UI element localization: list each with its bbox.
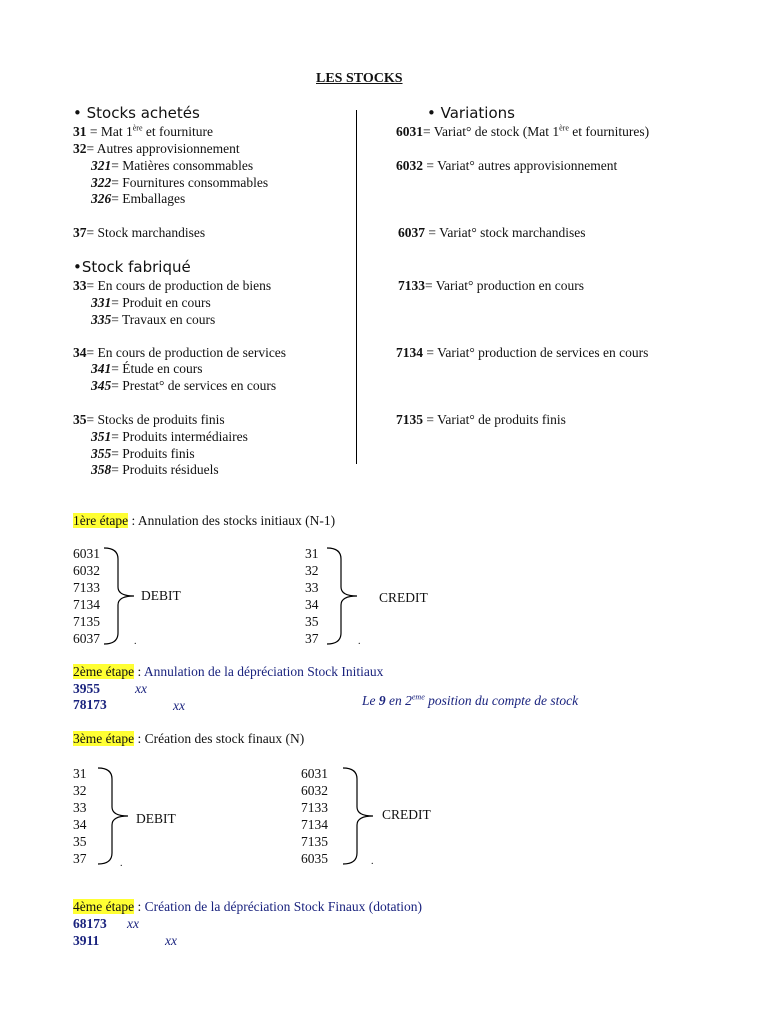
list-item: 32 bbox=[73, 783, 87, 798]
etape3-debit-brace-icon bbox=[96, 765, 136, 867]
list-item: 7133 bbox=[73, 580, 100, 595]
account-6032: 6032 = Variat° autres approvisionnement bbox=[396, 158, 618, 173]
account-322: 322= Fournitures consommables bbox=[91, 175, 269, 190]
etape1-debit-brace-icon bbox=[102, 545, 142, 647]
etape2-heading: 2ème étape : Annulation de la dépréciation Stock Initiaux bbox=[73, 664, 384, 679]
etape3-credit-label: CREDIT bbox=[382, 807, 431, 822]
list-item: 31 bbox=[73, 766, 87, 781]
account-6031: 6031= Variat° de stock (Mat 1ère et fournitures) bbox=[396, 123, 650, 139]
account-358: 358= Produits résiduels bbox=[91, 462, 219, 477]
account-6037: 6037 = Variat° stock marchandises bbox=[398, 225, 586, 240]
etape2-line-1: 3955 bbox=[73, 681, 100, 696]
list-item: 6031 bbox=[73, 546, 100, 561]
account-31: 31 = Mat 1ère et fourniture bbox=[73, 123, 213, 139]
etape4-line-1: 68173 bbox=[73, 916, 107, 931]
stock-fabrique-heading: •Stock fabriqué bbox=[73, 258, 191, 276]
list-item: 7134 bbox=[73, 597, 100, 612]
account-345: 345= Prestat° de services en cours bbox=[91, 378, 277, 393]
list-item: 37 bbox=[305, 631, 319, 646]
etape2-line-2: 78173 bbox=[73, 697, 107, 712]
etape2-amount-1: xx bbox=[135, 681, 147, 696]
list-item: 7135 bbox=[73, 614, 100, 629]
list-item: 32 bbox=[305, 563, 319, 578]
account-32: 32= Autres approvisionnement bbox=[73, 141, 240, 156]
etape3-heading: 3ème étape : Création des stock finaux (N) bbox=[73, 731, 305, 746]
list-item: 34 bbox=[73, 817, 87, 832]
etape4-amount-1: xx bbox=[127, 916, 139, 931]
etape1-heading: 1ère étape : Annulation des stocks initiaux (N-1) bbox=[73, 513, 336, 528]
mark-dot: . bbox=[371, 856, 374, 867]
list-item: 31 bbox=[305, 546, 319, 561]
account-351: 351= Produits intermédiaires bbox=[91, 429, 248, 444]
etape1-debit-label: DEBIT bbox=[141, 588, 181, 603]
list-item: 7135 bbox=[301, 834, 328, 849]
etape4-heading: 4ème étape : Création de la dépréciation Stock Finaux (dotation) bbox=[73, 899, 423, 914]
list-item: 6032 bbox=[301, 783, 328, 798]
etape4-line-2: 3911 bbox=[73, 933, 100, 948]
list-item: 33 bbox=[73, 800, 87, 815]
account-37: 37= Stock marchandises bbox=[73, 225, 206, 240]
account-326: 326= Emballages bbox=[91, 191, 186, 206]
account-33: 33= En cours de production de biens bbox=[73, 278, 272, 293]
list-item: 6031 bbox=[301, 766, 328, 781]
mark-dot: . bbox=[358, 636, 361, 647]
etape3-debit-label: DEBIT bbox=[136, 811, 176, 826]
list-item: 35 bbox=[305, 614, 319, 629]
account-35: 35= Stocks de produits finis bbox=[73, 412, 225, 427]
etape2-amount-2: xx bbox=[173, 698, 185, 713]
etape1-credit-label: CREDIT bbox=[379, 590, 428, 605]
etape2-note: Le 9 en 2eme position du compte de stock bbox=[362, 692, 579, 708]
list-item: 6032 bbox=[73, 563, 100, 578]
etape3-credit-list bbox=[301, 765, 328, 867]
account-335: 335= Travaux en cours bbox=[91, 312, 216, 327]
etape3-credit-brace-icon bbox=[341, 765, 381, 867]
mark-dot: . bbox=[120, 858, 123, 869]
stocks-achetes-heading: • Stocks achetés bbox=[73, 104, 200, 122]
list-item: 34 bbox=[305, 597, 319, 612]
etape1-debit-list bbox=[73, 545, 100, 647]
list-item: 33 bbox=[305, 580, 319, 595]
list-item: 37 bbox=[73, 851, 87, 866]
etape4-amount-2: xx bbox=[165, 933, 177, 948]
account-321: 321= Matières consommables bbox=[91, 158, 254, 173]
account-331: 331= Produit en cours bbox=[91, 295, 211, 310]
account-7135: 7135 = Variat° de produits finis bbox=[396, 412, 566, 427]
etape1-credit-brace-icon bbox=[325, 545, 365, 647]
list-item: 6037 bbox=[73, 631, 100, 646]
column-divider bbox=[356, 110, 357, 464]
page-title: LES STOCKS bbox=[316, 71, 403, 86]
account-34: 34= En cours de production de services bbox=[73, 345, 287, 360]
account-355: 355= Produits finis bbox=[91, 446, 195, 461]
list-item: 35 bbox=[73, 834, 87, 849]
list-item: 6035 bbox=[301, 851, 328, 866]
etape3-debit-list bbox=[73, 765, 87, 867]
account-341: 341= Étude en cours bbox=[91, 361, 203, 376]
account-7133: 7133= Variat° production en cours bbox=[398, 278, 584, 293]
mark-dot: . bbox=[134, 636, 137, 647]
list-item: 7133 bbox=[301, 800, 328, 815]
account-7134: 7134 = Variat° production de services en cours bbox=[396, 345, 649, 360]
list-item: 7134 bbox=[301, 817, 328, 832]
variations-heading: • Variations bbox=[427, 104, 515, 122]
etape1-credit-list bbox=[305, 545, 319, 647]
